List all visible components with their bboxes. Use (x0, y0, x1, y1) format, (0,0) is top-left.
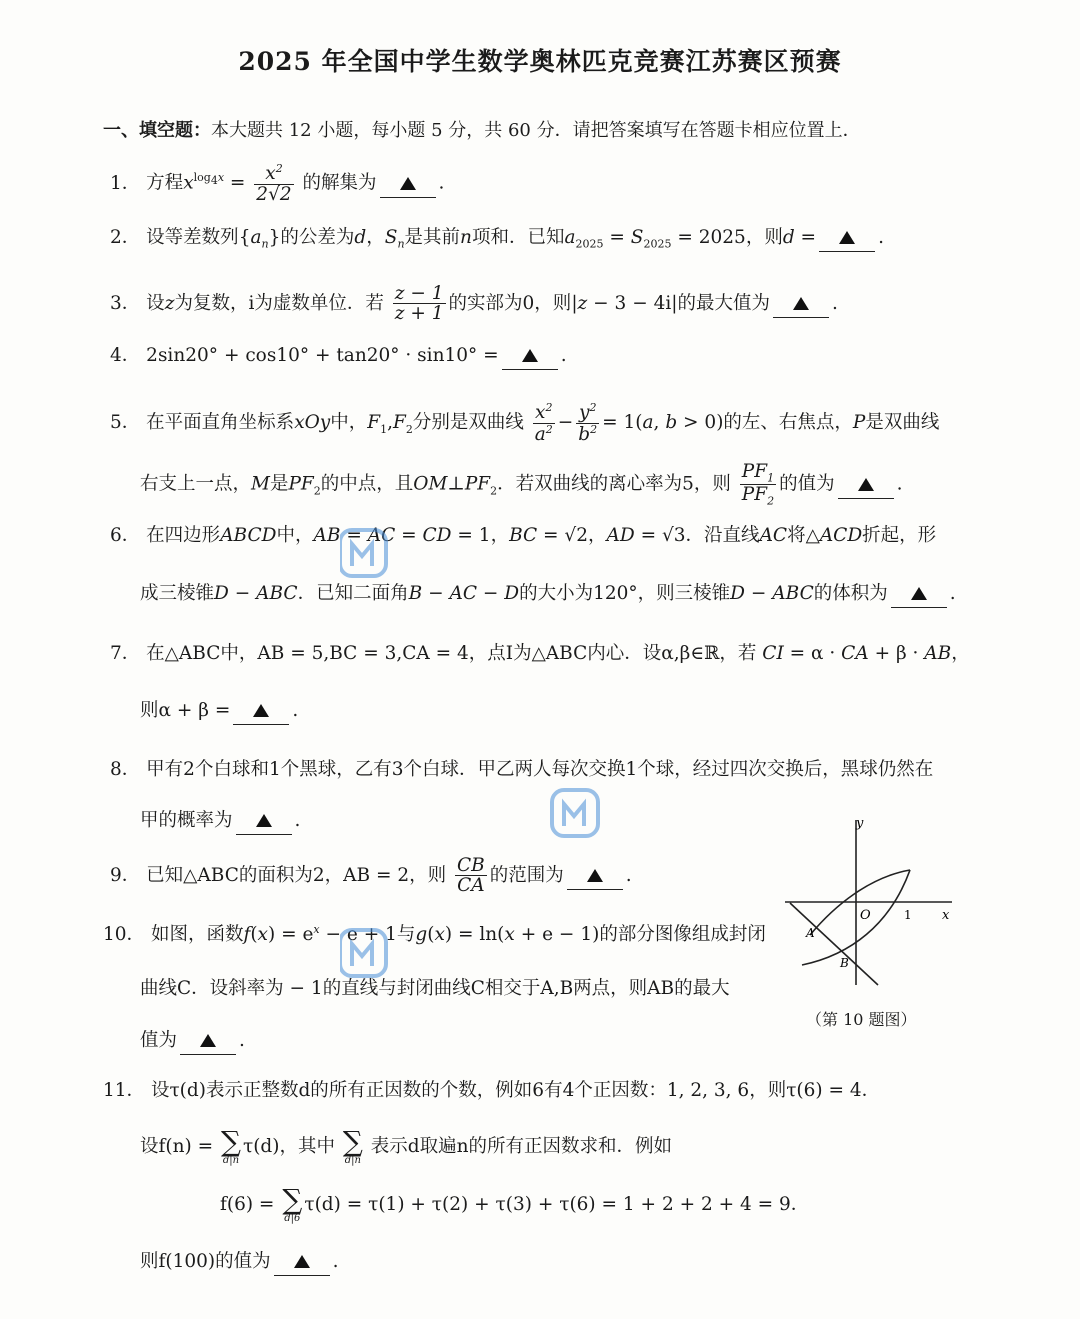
q5-text-d: 的左、右焦点， (723, 412, 853, 434)
q11-line3-b: τ(d) = τ(1) + τ(2) + τ(3) + τ(6) = 1 + 2 + 2 + 4 = 9． (304, 1194, 810, 1215)
triangle-icon (793, 297, 809, 310)
triangle-icon (200, 1034, 216, 1047)
watermark-logo-icon (552, 790, 598, 836)
q1-text-b: 的解集为 (302, 172, 377, 194)
q6-line2-b: ．已知二面角 (297, 583, 409, 604)
q5-text-e: 是双曲线 (865, 412, 940, 434)
q10-line2-a: 曲线C．设斜率为 − 1的直线与封闭曲线C相交于A,B两点，则AB的最大 (140, 978, 730, 999)
answer-blank[interactable] (236, 808, 292, 835)
answer-blank[interactable] (233, 698, 289, 725)
triangle-icon (294, 1255, 310, 1268)
figure-caption: （第 10 题图） (806, 1010, 917, 1029)
answer-blank[interactable] (380, 171, 436, 198)
q5-line2-b: 是 (269, 473, 289, 495)
q6-text-f: 将△ (787, 525, 820, 546)
question-8-line-2 (140, 808, 300, 835)
q3-text-b: 为复数，i为虚数单位．若 (174, 292, 384, 314)
q1-number: 1． (110, 172, 141, 194)
question-5: 5． 在平面直角坐标系xOy中，$F_1,F_2$分别是双曲线 $\frac{x^2}{a^2}$ − $\frac{y^2}{b^2}$ = 1(a, b > 0)的左、右焦点，P是双曲线 (110, 401, 940, 445)
q5-end: . (896, 473, 903, 495)
q6-text-d: ， (588, 525, 607, 546)
q4-number: 4． (110, 345, 141, 366)
q6-text-c: ， (490, 525, 510, 546)
q5-line2-a: 右支上一点， (140, 473, 252, 495)
section-label: 一、填空题： (103, 120, 211, 141)
q5-line2-d: ．若双曲线的离心率为5，则 (497, 473, 731, 495)
watermark-logo-icon (340, 530, 386, 576)
q10-figure (780, 815, 960, 990)
q7-number: 7． (110, 643, 141, 664)
q6-text-e: ．沿直线 (685, 525, 760, 546)
q9-text-b: 的范围为 (489, 864, 564, 886)
label-y: y (856, 816, 864, 831)
q6-line2-d: 的体积为 (813, 583, 888, 604)
q5-text-a: 在平面直角坐标系 (146, 412, 295, 434)
answer-blank[interactable] (838, 472, 894, 499)
q3-text-d: 的最大值为 (677, 292, 771, 314)
answer-blank[interactable] (773, 291, 829, 318)
q10-end: . (239, 1030, 245, 1051)
watermark-layer (340, 520, 780, 1000)
answer-blank[interactable] (274, 1249, 330, 1276)
q5-line2-e: 的值为 (779, 473, 835, 495)
q7-end: . (292, 700, 299, 721)
answer-blank[interactable] (502, 343, 558, 370)
q3-text-a: 设 (146, 292, 165, 314)
q9-text-a: 已知△ABC的面积为2，AB = 2，则 (146, 864, 447, 886)
question-2: 2． 设等差数列$\{a_n\}$的公差为d，$S_n$是其前n项和．已知$a_{2025} = S_{2025} = 2025$，则d = . (110, 227, 884, 251)
q2-text-a: 设等差数列 (146, 227, 239, 248)
q5-number: 5． (110, 412, 141, 434)
q5-line2-c: 的中点，且 (320, 473, 414, 495)
triangle-icon (839, 231, 855, 244)
q2-text-e: ，则 (745, 227, 783, 248)
answer-blank[interactable] (891, 581, 947, 608)
q7-line2-a: 则α + β = (140, 700, 231, 721)
q5-text-c: 分别是双曲线 (412, 412, 524, 434)
question-7-line-2 (140, 698, 298, 725)
q9-end: . (625, 864, 632, 886)
q6-line2-c: 的大小为120°，则三棱锥 (519, 583, 731, 604)
q6-text-b: 中， (276, 525, 314, 546)
q1-text-a: 方程 (146, 172, 184, 194)
q2-text-b: 的公差为 (280, 227, 355, 248)
answer-blank[interactable] (819, 225, 875, 252)
q6-text-a: 在四边形 (146, 525, 221, 546)
q6-end: . (949, 583, 956, 604)
q2-text-d: 项和．已知 (471, 227, 565, 248)
q10-number: 10． (103, 924, 146, 946)
q3-number: 3． (110, 292, 141, 314)
q7-text-a: 在△ABC中，AB = 5,BC = 3,CA = 4，点I为△ABC内心．设α,β∈ℝ，若 (146, 643, 757, 664)
question-9: 9． 已知△ABC的面积为2，AB = 2，则 $\frac{CB}{CA}$ 的范围为 . (110, 855, 632, 897)
triangle-icon (858, 478, 874, 491)
q11-number: 11． (103, 1080, 146, 1101)
q6-line2-a: 成三棱锥 (140, 583, 215, 604)
question-1: 1． 方程$x^{log_4x}$ = $\frac{x^2}{2√2}$ 的解集为 . (110, 162, 445, 205)
q2-text-c: 是其前 (404, 227, 461, 248)
sum-symbol: ∑ d|n (342, 1125, 363, 1166)
q11-line2-b: τ(d)，其中 (242, 1136, 335, 1157)
q2-end: . (878, 227, 884, 248)
q11-line3-a: f(6) = (220, 1194, 275, 1215)
triangle-icon (400, 177, 416, 190)
q3-end: . (832, 292, 838, 314)
q11-end: . (332, 1251, 339, 1272)
answer-blank[interactable] (180, 1028, 236, 1055)
q11-text-a: 设τ(d)表示正整数d的所有正因数的个数，例如6有4个正因数：1, 2, 3, 6，则τ(6) = 4． (150, 1080, 881, 1101)
q10-line3-a: 值为 (140, 1030, 178, 1051)
question-6-line-2: 成三棱锥D − ABC．已知二面角B − AC − D的大小为120°，则三棱锥D − ABC的体积为 . (140, 581, 956, 608)
q8-number: 8． (110, 759, 141, 780)
q6-number: 6． (110, 525, 141, 546)
q1-end: . (438, 172, 445, 194)
label-B: B (840, 956, 849, 970)
q2-number: 2． (110, 227, 141, 248)
sum-symbol: ∑ d|6 (282, 1183, 303, 1224)
q9-number: 9． (110, 864, 141, 886)
q3-text-c: 的实部为0，则 (448, 292, 572, 314)
q10-text-b: 的部分图像组成封闭 (599, 924, 766, 946)
section-header (103, 118, 861, 144)
triangle-icon (256, 814, 272, 827)
section-instructions: 本大题共 12 小题，每小题 5 分，共 60 分．请把答案填写在答题卡相应位置上． (211, 120, 861, 141)
question-7: 7． 在△ABC中，AB = 5,BC = 3,CA = 4，点I为△ABC内心．设α,β∈ℝ，若 CI = α · CA + β · AB， (110, 641, 970, 667)
label-one: 1 (904, 908, 912, 922)
triangle-icon (911, 587, 927, 600)
question-11-line-2 (140, 1125, 673, 1166)
q4-text-a: 2sin20° + cos10° + tan20° · sin10° = (146, 345, 499, 366)
q11-line2-a: 设f(n) = (140, 1136, 214, 1157)
question-11 (103, 1078, 880, 1104)
question-11-line-3 (220, 1183, 810, 1224)
question-5-line-2: 右支上一点，M是$PF_2$的中点，且$OM\perp PF_2$．若双曲线的离心率为5，则 $\frac{PF_1}{PF_2}$ 的值为 . (140, 461, 903, 508)
q8-line2-a: 甲的概率为 (140, 810, 233, 831)
question-10-line-3 (140, 1028, 245, 1055)
label-x: x (942, 908, 950, 923)
label-A: A (806, 926, 815, 940)
q6-text-g: 折起，形 (862, 525, 937, 546)
question-11-line-4 (140, 1249, 338, 1276)
question-6: 6． 在四边形ABCD中，AB = AC = CD = 1，BC = √2，AD = √3．沿直线AC将△ACD折起，形 (110, 523, 936, 549)
question-3: 3． 设z为复数，i为虚数单位．若 $\frac{z - 1}{z + 1}$ 的实部为0，则|z − 3 − 4i|的最大值为 . (110, 283, 838, 325)
q11-line4-a: 则f(100)的值为 (140, 1251, 271, 1272)
label-origin: O (860, 908, 871, 923)
question-4 (110, 343, 567, 370)
triangle-icon (253, 704, 269, 717)
q10-text-a: 如图，函数 (150, 924, 244, 946)
page-title: 2025 年全国中学生数学奥林匹克竞赛江苏赛区预赛 (238, 47, 842, 76)
sum-symbol: ∑ d|n (220, 1125, 241, 1166)
question-10: 10． 如图，函数$f(x) = e^x - e + 1$与g(x) = ln(x + e − 1)的部分图像组成封闭 (103, 917, 766, 948)
q11-line2-c: 表示d取遍n的所有正因数求和．例如 (370, 1136, 673, 1157)
triangle-icon (522, 349, 538, 362)
q8-end: . (294, 810, 301, 831)
q5-text-b: 中， (330, 412, 368, 434)
q4-end: . (560, 345, 567, 366)
q8-text-a: 甲有2个白球和1个黑球，乙有3个白球．甲乙两人每次交换1个球，经过四次交换后，黑球仍然在 (146, 759, 934, 780)
watermark-logo-icon (340, 930, 386, 976)
